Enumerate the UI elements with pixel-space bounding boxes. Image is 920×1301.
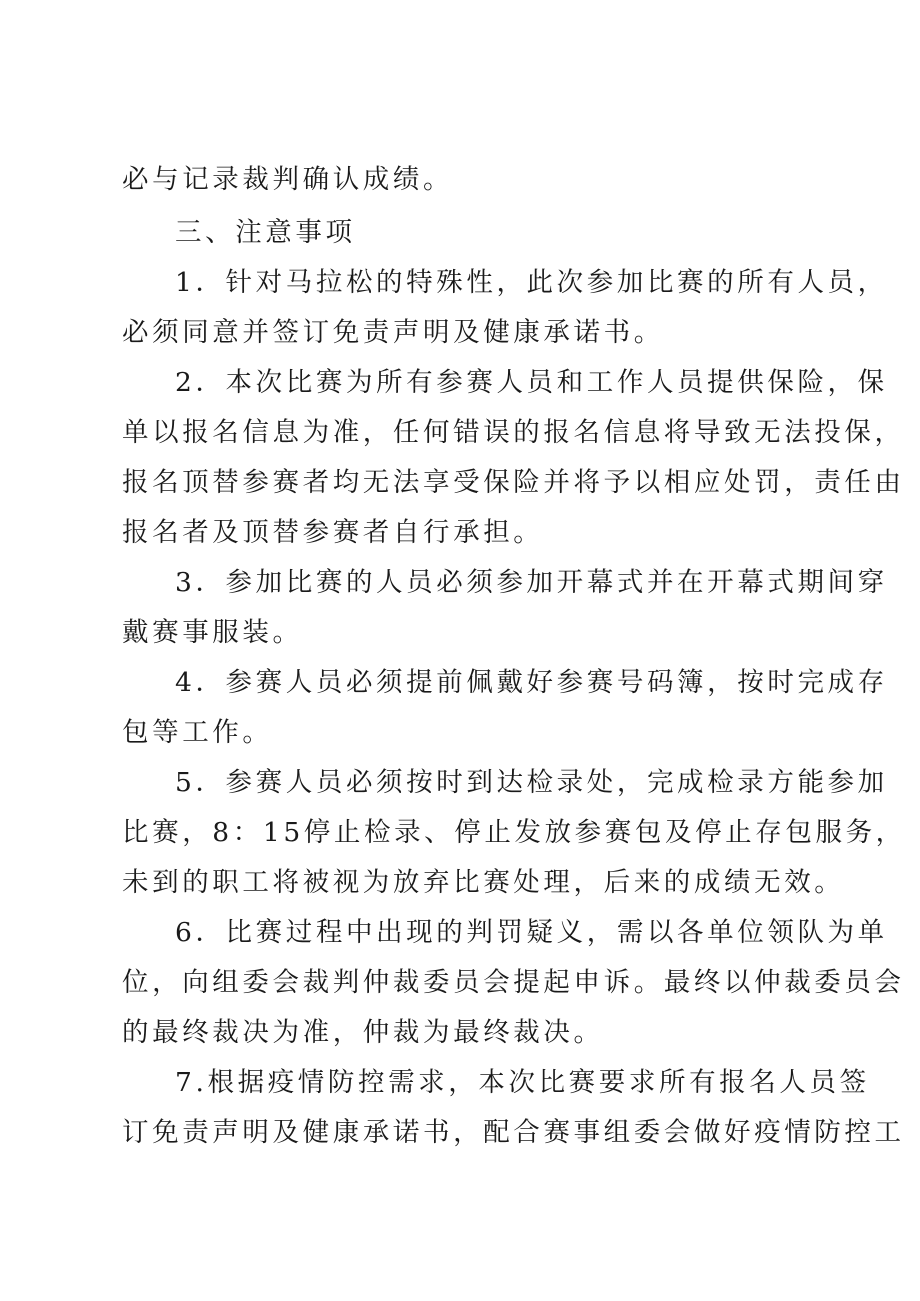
item-2-line-1: 2．本次比赛为所有参赛人员和工作人员提供保险，保 — [175, 367, 888, 398]
item-1-line-1: 1．针对马拉松的特殊性，此次参加比赛的所有人员， — [175, 267, 888, 298]
item-5-line-3: 未到的职工将被视为放弃比赛处理，后来的成绩无效。 — [122, 867, 845, 898]
item-2-line-2: 单以报名信息为准，任何错误的报名信息将导致无法投保， — [122, 417, 905, 448]
item-4-line-1: 4．参赛人员必须提前佩戴好参赛号码簿，按时完成存 — [175, 667, 888, 698]
text-line-continuation: 必与记录裁判确认成绩。 — [122, 164, 454, 195]
item-7-line-1: 7.根据疫情防控需求，本次比赛要求所有报名人员签 — [175, 1067, 870, 1098]
item-7-line-2: 订免责声明及健康承诺书，配合赛事组委会做好疫情防控工 — [122, 1117, 905, 1148]
item-3-line-2: 戴赛事服装。 — [122, 617, 303, 648]
item-6-line-2: 位，向组委会裁判仲裁委员会提起申诉。最终以仲裁委员会 — [122, 967, 905, 998]
item-4-line-2: 包等工作。 — [122, 717, 273, 748]
item-6-line-1: 6．比赛过程中出现的判罚疑义，需以各单位领队为单 — [175, 917, 888, 948]
item-3-line-1: 3．参加比赛的人员必须参加开幕式并在开幕式期间穿 — [175, 567, 888, 598]
item-5-line-2: 比赛，8：15停止检录、停止发放参赛包及停止存包服务， — [122, 817, 906, 848]
item-1-line-2: 必须同意并签订免责声明及健康承诺书。 — [122, 317, 664, 348]
item-5-line-1: 5．参赛人员必须按时到达检录处，完成检录方能参加 — [175, 767, 888, 798]
item-6-line-3: 的最终裁决为准，仲裁为最终裁决。 — [122, 1017, 604, 1048]
section-heading: 三、注意事项 — [175, 217, 356, 248]
item-2-line-3: 报名顶替参赛者均无法享受保险并将予以相应处罚，责任由 — [122, 467, 905, 498]
item-2-line-4: 报名者及顶替参赛者自行承担。 — [122, 517, 544, 548]
